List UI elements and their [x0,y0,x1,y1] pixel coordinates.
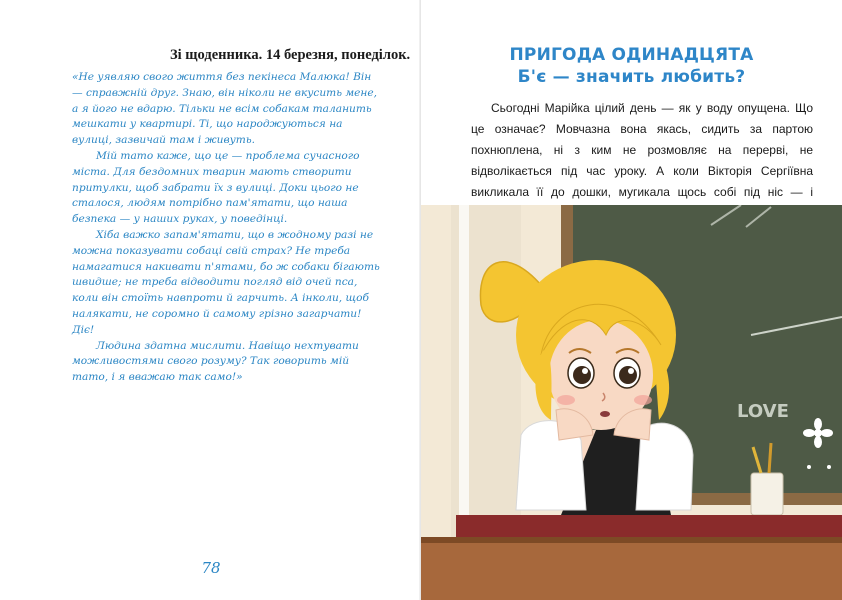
chalk-dot [827,465,831,469]
right-page [421,0,842,600]
chapter-title-line-2: Б'є — значить любить? [517,67,746,87]
right-cheek [634,395,652,405]
left-pupil [573,366,591,384]
right-eye-shine [628,368,634,374]
diary-paragraph-2: Мій тато каже, що це — проблема сучасного міста. Для бездомних тварин мають створити притулки, щоб забрати їх з вулиці. Доки цього не сталося, людям потрібно пам'ятати, що наша безпека — у наших руках, у поведінці. [72,149,360,226]
left-eye-shine [582,368,588,374]
story-paragraph: Сьогодні Марійка цілий день — як у воду опущена. Що це означає? Мовчазна вона якась, сидить за партою похнюплена, ні з ким не розмовляє на перерві, не відволікається під час уроку. А коли Вікторія Сергіївна викликала її до дошки, мугикала щось собі під ніс — і [471,101,813,199]
diary-paragraph-3: Хіба важко запам'ятати, що в жодному разі не можна показувати собаці свій страх? Не треба намагатися накивати п'ятами, бо ж собаки бігають швидше; не треба відводити погляд від очей пса, коли він стоїть навпроти й гарчить. А інколи, щоб налякати, не соромно й самому грізно загарчати! Діє! [72,228,380,336]
illustration-girl-at-desk [421,205,842,600]
diary-entry [72,70,382,386]
diary-paragraph-1: «Не уявляю свого життя без пекінеса Малюка! Він — справжній друг. Знаю, він ніколи не вкусить мене, а я його не вдарю. Тільки не всім собакам таланить мешкати у квартирі. Ті, що народжуються на вулиці, зазвичай там і живуть. [72,71,378,147]
desk-top [456,515,842,537]
chapter-title [421,44,842,88]
chalk-text: LOVE [737,401,789,422]
diary-paragraph-4: Людина здатна мислити. Навіщо нехтувати можливостями свого розуму? Так говорить мій тато, і я вважаю так само!» [72,339,359,384]
left-cheek [557,395,575,405]
desk-front [421,537,842,600]
chalk-dot-2 [807,465,811,469]
pencil-2 [769,443,771,473]
chapter-title-line-1: ПРИГОДА ОДИНАДЦЯТА [509,45,754,65]
diary-heading: Зі щоденника. 14 березня, понеділок. [170,47,411,63]
mouth [600,411,610,417]
pencil-cup [751,473,783,515]
desk-edge [421,537,842,543]
right-pupil [619,366,637,384]
page-number: 78 [201,559,221,577]
window-light [459,205,469,545]
